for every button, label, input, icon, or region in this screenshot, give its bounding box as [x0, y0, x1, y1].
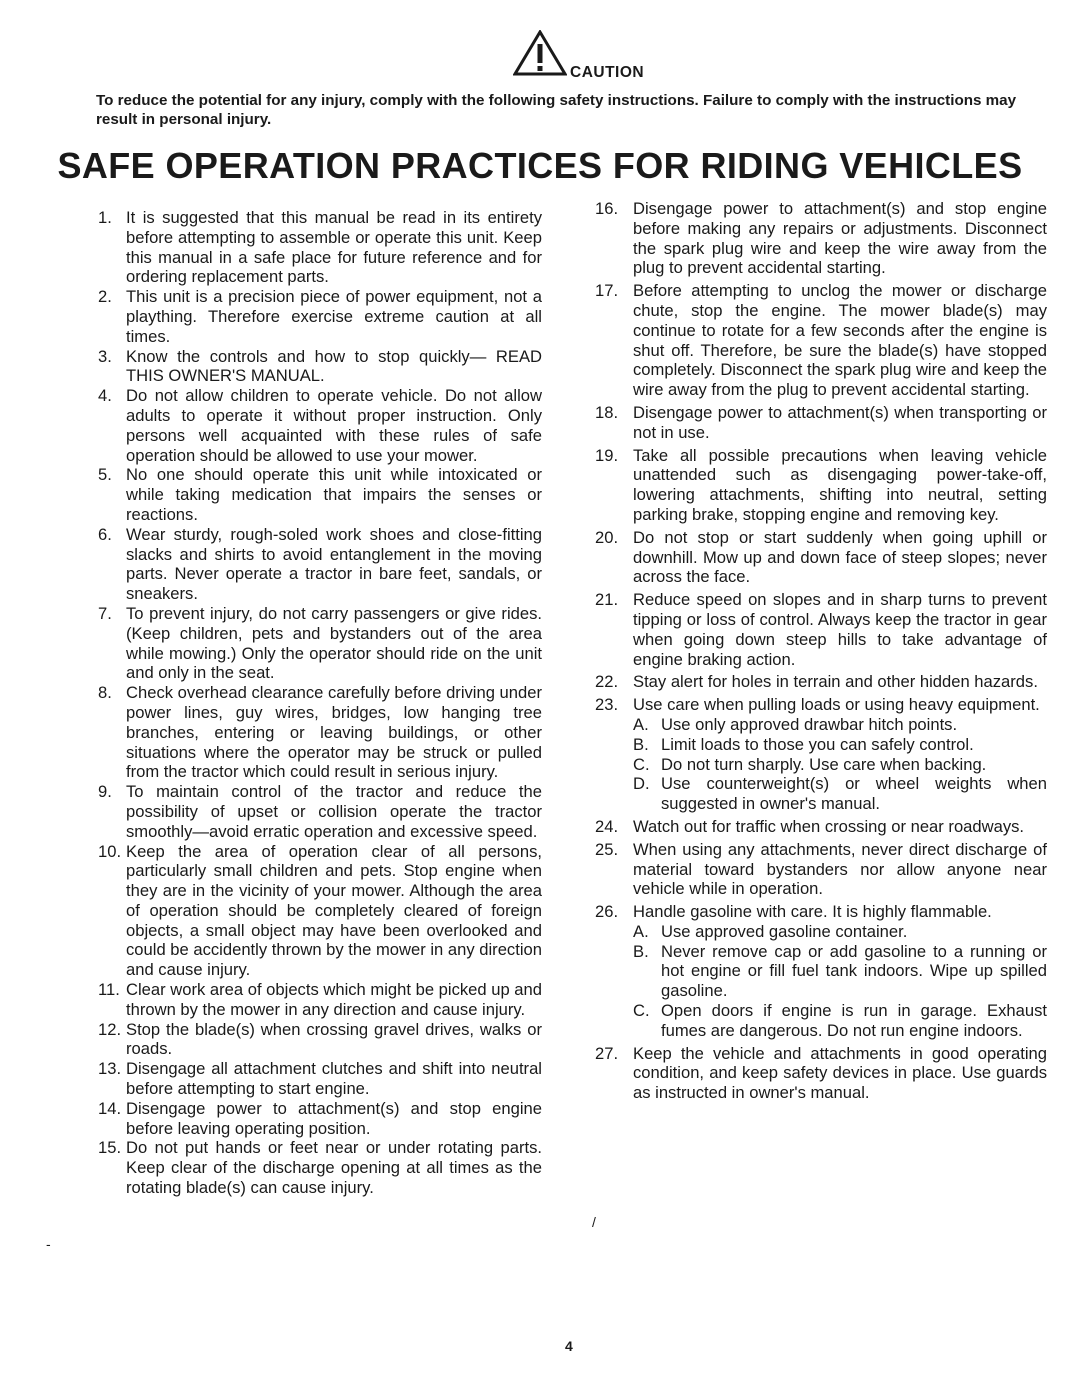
- rule-text: Know the controls and how to stop quickly— READ THIS OWNER'S MANUAL.: [126, 346, 542, 386]
- intro-text: To reduce the potential for any injury, comply with the following safety instructions. Failure to comply with the instructions may result in personal injury.: [96, 92, 1017, 128]
- safety-rule-item: [595, 695, 1047, 814]
- safety-rule-subitem: [633, 715, 1047, 735]
- rule-number: 26.: [595, 902, 619, 922]
- rule-number: 17.: [595, 281, 619, 301]
- subitem-letter: B.: [633, 734, 649, 754]
- safety-rule-item: [595, 446, 1047, 525]
- rule-number: 9.: [98, 782, 112, 802]
- subitem-letter: C.: [633, 754, 650, 774]
- rule-number: 13.: [98, 1059, 122, 1079]
- subitem-letter: B.: [633, 941, 649, 961]
- rule-text: It is suggested that this manual be read in its entirety before attempting to assemble or operate this unit. Keep this manual in a safe place for future reference and for ordering replacement parts.: [126, 208, 542, 287]
- safety-rule-subitem: [633, 755, 1047, 775]
- safety-rule-item: [595, 902, 1047, 1041]
- rule-number: 16.: [595, 199, 619, 218]
- safety-rule-item: [98, 386, 542, 465]
- rule-text: Reduce speed on slopes and in sharp turns to prevent tipping or loss of control. Always keep the tractor in gear when going down steep hills to take advantage of engine braking action.: [633, 590, 1047, 669]
- safety-rule-item: [98, 525, 542, 604]
- safety-rule-item: [595, 840, 1047, 899]
- rule-number: 21.: [595, 590, 619, 610]
- rule-number: 6.: [98, 524, 112, 544]
- left-column: [98, 208, 542, 1198]
- subitem-letter: D.: [633, 774, 650, 794]
- stray-mark: /: [592, 1214, 596, 1230]
- safety-rule-item: [98, 683, 542, 782]
- rule-text: Before attempting to unclog the mower or discharge chute, stop the engine. The mower blade(s) may continue to rotate for a few seconds after the engine is shut off. Therefore, be sure the blade(s) have stopped completely. Disconnect the spark plug wire and keep the wire away from the plug to prevent accidental starting.: [633, 281, 1047, 400]
- rule-text: Do not allow children to operate vehicle. Do not allow adults to operate it without proper instruction. Only persons well acquainted with these rules of safe operation should be allowed to use your mower.: [126, 386, 542, 465]
- rule-number: 19.: [595, 445, 619, 465]
- safety-rule-item: [595, 672, 1047, 692]
- rule-text: Clear work area of objects which might be picked up and thrown by the mower in any direction and cause injury.: [126, 980, 542, 1019]
- rule-text: Disengage all attachment clutches and shift into neutral before attempting to start engine.: [126, 1059, 542, 1099]
- subitem-text: Do not turn sharply. Use care when backing.: [661, 754, 987, 774]
- rule-number: 20.: [595, 527, 619, 547]
- rule-number: 7.: [98, 603, 112, 623]
- rule-number: 3.: [98, 346, 112, 366]
- rule-number: 25.: [595, 839, 619, 859]
- rule-number: 11.: [98, 980, 120, 1000]
- rule-text: Use care when pulling loads or using heavy equipment.: [633, 695, 1040, 715]
- rule-number: 24.: [595, 816, 619, 836]
- page-number: 4: [565, 1338, 573, 1354]
- safety-rule-item: [595, 199, 1047, 278]
- rule-text: Take all possible precautions when leaving vehicle unattended such as disengaging power-take-off, lowering attachments, shifting into neutral, setting parking brake, stopping engine and removing key.: [633, 445, 1047, 524]
- rule-number: 27.: [595, 1043, 619, 1063]
- subitem-text: Use counterweight(s) or wheel weights when suggested in owner's manual.: [661, 774, 1047, 814]
- rule-number: 4.: [98, 386, 112, 406]
- rule-number: 2.: [98, 287, 112, 307]
- rule-text: Keep the vehicle and attachments in good operating condition, and keep safety devices in place. Use guards as instructed in owner's manual.: [633, 1043, 1047, 1103]
- rule-number: 22.: [595, 672, 619, 692]
- subitem-text: Limit loads to those you can safely control.: [661, 734, 974, 754]
- safety-rule-item: [98, 208, 542, 287]
- safety-rule-item: [98, 287, 542, 346]
- caution-header: [0, 30, 1080, 81]
- rule-number: 14.: [98, 1098, 122, 1118]
- rule-text: Watch out for traffic when crossing or near roadways.: [633, 816, 1025, 836]
- rule-text: To prevent injury, do not carry passengers or give rides. (Keep children, pets and bystanders out of the area while mowing.) Only the operator should ride on the unit and only in the seat.: [126, 603, 542, 683]
- safety-rule-item: [98, 604, 542, 683]
- rule-text: Do not put hands or feet near or under rotating parts. Keep clear of the discharge opening at all times as the rotating blade(s) can cause injury.: [126, 1138, 542, 1198]
- rule-number: 1.: [98, 208, 112, 227]
- rule-text: Stop the blade(s) when crossing gravel drives, walks or roads.: [126, 1019, 542, 1059]
- subitem-letter: A.: [633, 714, 649, 734]
- safety-rule-item: [595, 590, 1047, 669]
- rule-number: 15.: [98, 1138, 122, 1158]
- rule-number: 18.: [595, 402, 619, 422]
- safety-rule-item: [595, 528, 1047, 587]
- subitem-text: Open doors if engine is run in garage. Exhaust fumes are dangerous. Do not run engine indoors.: [661, 1001, 1047, 1040]
- rule-text: Disengage power to attachment(s) and stop engine before leaving operating position.: [126, 1098, 542, 1138]
- safety-rule-item: [98, 980, 542, 1020]
- subitem-text: Never remove cap or add gasoline to a running or hot engine or fill fuel tank indoors. Wipe up spilled gasoline.: [661, 941, 1047, 1001]
- rule-text: To maintain control of the tractor and reduce the possibility of upset or collision operate the tractor smoothly—avoid erratic operation and excessive speed.: [126, 782, 542, 841]
- rule-number: 23.: [595, 695, 619, 715]
- rule-number: 5.: [98, 465, 112, 485]
- safety-rule-item: [98, 1059, 542, 1099]
- right-column: [595, 199, 1047, 1106]
- rule-text: Keep the area of operation clear of all persons, particularly small children and pets. Stop engine when they are in the vicinity of your mower. Although the area of operation should be completely cleared of foreign objects, a small object may have been overlooked and could be accidently thrown by the mower in any direction and cause injury.: [126, 841, 542, 980]
- rule-text: Handle gasoline with care. It is highly flammable.: [633, 902, 992, 922]
- rule-text: Disengage power to attachment(s) and stop engine before making any repairs or adjustments. Disconnect the spark plug wire and keep the wire away from the plug to prevent accidental starting.: [633, 199, 1047, 278]
- rule-text: Stay alert for holes in terrain and other hidden hazards.: [633, 672, 1038, 692]
- safety-rule-item: [98, 347, 542, 387]
- rule-text: Do not stop or start suddenly when going uphill or downhill. Mow up and down face of steep slopes; never across the face.: [633, 527, 1047, 587]
- safety-rule-item: [98, 842, 542, 981]
- rule-text: No one should operate this unit while intoxicated or while taking medication that impairs the senses or reactions.: [126, 465, 542, 524]
- safety-rule-item: [98, 1020, 542, 1060]
- safety-rule-subitem: [633, 735, 1047, 755]
- stray-mark: -: [46, 1236, 51, 1252]
- rule-text: When using any attachments, never direct discharge of material toward bystanders nor allow anyone near vehicle while in operation.: [633, 839, 1047, 899]
- safety-rule-item: [98, 465, 542, 524]
- rule-text: Wear sturdy, rough-soled work shoes and close-fitting slacks and shirts to avoid entanglement in the moving parts. Never operate a tractor in bare feet, sandals, or sneakers.: [126, 524, 542, 604]
- caution-triangle-icon: [513, 30, 567, 76]
- safety-rule-subitem: [633, 1001, 1047, 1041]
- safety-rule-item: [595, 403, 1047, 443]
- safety-rule-item: [98, 1138, 542, 1197]
- safety-rule-subitem: [633, 774, 1047, 814]
- rule-number: 10.: [98, 841, 122, 861]
- safety-rule-item: [595, 281, 1047, 400]
- caution-label: CAUTION: [570, 64, 645, 81]
- safety-rule-item: [98, 1099, 542, 1139]
- safety-rule-subitem: [633, 942, 1047, 1001]
- rule-text: Disengage power to attachment(s) when transporting or not in use.: [633, 402, 1047, 442]
- subitem-letter: A.: [633, 921, 649, 941]
- safety-rule-item: [595, 817, 1047, 837]
- subitem-text: Use approved gasoline container.: [661, 921, 908, 941]
- rule-number: 8.: [98, 683, 112, 703]
- page-title: SAFE OPERATION PRACTICES FOR RIDING VEHICLES: [57, 145, 1023, 186]
- safety-rule-subitem: [633, 922, 1047, 942]
- subitem-letter: C.: [633, 1001, 650, 1021]
- rule-text: This unit is a precision piece of power equipment, not a plaything. Therefore exercise extreme caution at all times.: [126, 287, 542, 346]
- subitem-text: Use only approved drawbar hitch points.: [661, 714, 958, 734]
- safety-rule-item: [595, 1044, 1047, 1103]
- rule-number: 12.: [98, 1019, 122, 1039]
- safety-rule-item: [98, 782, 542, 841]
- rule-text: Check overhead clearance carefully before driving under power lines, guy wires, bridges, low hanging tree branches, entering or leaving buildings, or other situations where the operator may be struck or pulled from the tractor which could result in serious injury.: [126, 683, 543, 782]
